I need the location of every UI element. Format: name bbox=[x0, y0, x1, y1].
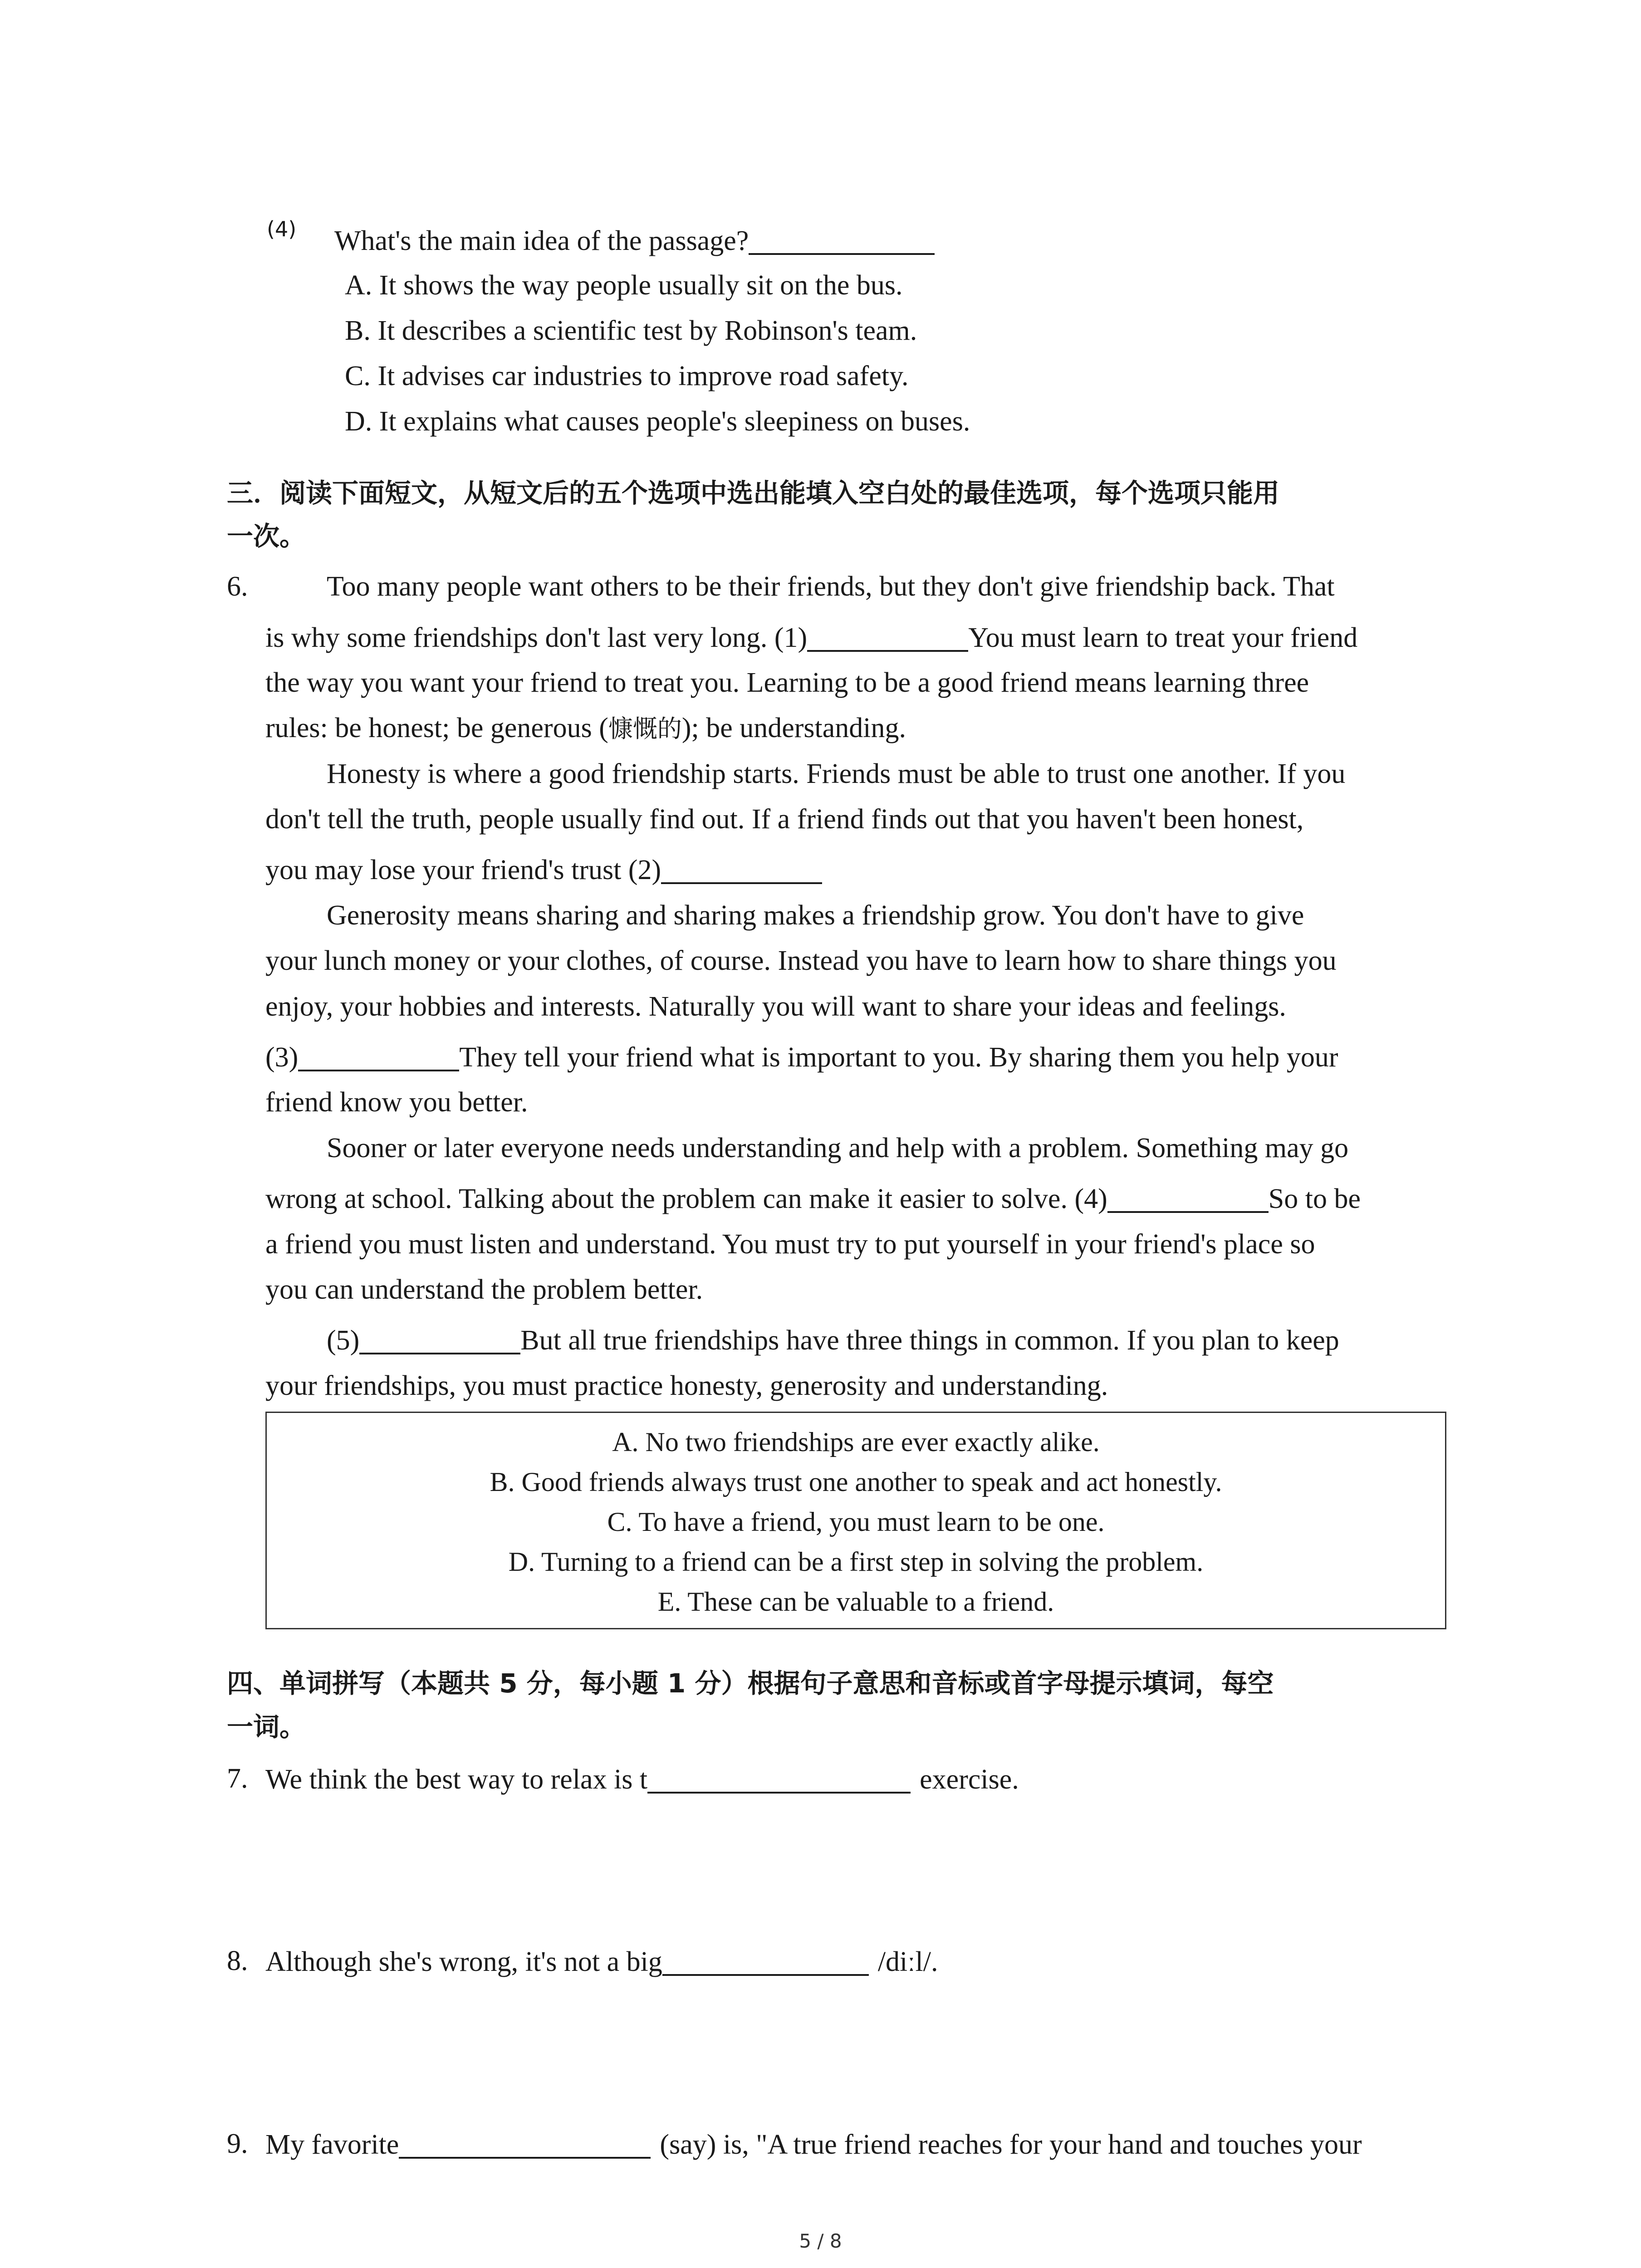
question-stem-end: /diːl/. bbox=[877, 1946, 938, 1977]
question-text bbox=[265, 1765, 1019, 1794]
answer-blank[interactable] bbox=[399, 2130, 651, 2159]
section-heading-cont: 一次。 bbox=[227, 521, 306, 552]
option-d: D. It explains what causes people's sleepiness on buses. bbox=[345, 406, 970, 437]
question-text bbox=[265, 1947, 938, 1976]
passage-gloss: 慷慨的 bbox=[608, 714, 682, 743]
answer-blank[interactable] bbox=[647, 1765, 911, 1794]
passage-text: So to be bbox=[1268, 1183, 1361, 1214]
passage-line bbox=[265, 855, 822, 884]
question-text bbox=[334, 226, 935, 255]
choice-d: D. Turning to a friend can be a first step in solving the problem. bbox=[508, 1547, 1204, 1577]
answer-blank[interactable] bbox=[749, 226, 935, 255]
question-stem: We think the best way to relax is t bbox=[265, 1764, 648, 1795]
question-stem-end: exercise. bbox=[920, 1764, 1019, 1795]
choice-e: E. These can be valuable to a friend. bbox=[657, 1587, 1054, 1617]
blank-4[interactable] bbox=[1107, 1184, 1269, 1213]
option-a: A. It shows the way people usually sit on the bus. bbox=[345, 270, 903, 301]
passage-line bbox=[265, 1184, 1361, 1213]
choice-c: C. To have a friend, you must learn to be one. bbox=[607, 1507, 1105, 1537]
passage-line: don't tell the truth, people usually find out. If a friend finds out that you haven't been honest, bbox=[265, 804, 1304, 835]
passage-line: your friendships, you must practice honesty, generosity and understanding. bbox=[265, 1370, 1108, 1401]
section-heading: 四、单词拼写（本题共 5 分，每小题 1 分）根据句子意思和音标或首字母提示填词，每空 bbox=[227, 1668, 1274, 1699]
passage-line: Generosity means sharing and sharing makes a friendship grow. You don't have to give bbox=[327, 900, 1304, 931]
passage-text: rules: be honest; be generous ( bbox=[265, 713, 608, 743]
option-c: C. It advises car industries to improve road safety. bbox=[345, 361, 909, 391]
passage-text: wrong at school. Talking about the problem can make it easier to solve. (4) bbox=[265, 1183, 1107, 1214]
option-b: B. It describes a scientific test by Robinson's team. bbox=[345, 315, 917, 346]
question-text bbox=[265, 2130, 1362, 2159]
passage-line: your lunch money or your clothes, of course. Instead you have to learn how to share things you bbox=[265, 945, 1337, 976]
question-number: 9. bbox=[227, 2128, 248, 2159]
blank-5[interactable] bbox=[359, 1325, 520, 1354]
passage-text: But all true friendships have three things in common. If you plan to keep bbox=[520, 1325, 1339, 1356]
question-stem: Although she's wrong, it's not a big bbox=[265, 1946, 662, 1977]
question-stem: My favorite bbox=[265, 2129, 399, 2160]
passage-line: Honesty is where a good friendship starts. Friends must be able to trust one another. If you bbox=[327, 758, 1346, 789]
question-number: 7. bbox=[227, 1763, 248, 1794]
section-heading: 三．阅读下面短文，从短文后的五个选项中选出能填入空白处的最佳选项，每个选项只能用 bbox=[227, 478, 1280, 508]
passage-text: They tell your friend what is important to you. By sharing them you help your bbox=[459, 1042, 1338, 1073]
passage-line bbox=[265, 623, 1357, 652]
passage-line bbox=[265, 1042, 1338, 1071]
choice-b: B. Good friends always trust one another to speak and act honestly. bbox=[490, 1467, 1222, 1497]
passage-line: the way you want your friend to treat you. Learning to be a good friend means learning three bbox=[265, 667, 1309, 698]
blank-2[interactable] bbox=[661, 855, 822, 884]
choice-a: A. No two friendships are ever exactly alike. bbox=[612, 1427, 1100, 1457]
passage-text: is why some friendships don't last very long. (1) bbox=[265, 622, 808, 653]
page-number: 5 / 8 bbox=[799, 2230, 842, 2252]
passage-line: friend know you better. bbox=[265, 1087, 528, 1118]
passage-text: ); be understanding. bbox=[681, 713, 906, 743]
passage-text: (3) bbox=[265, 1042, 299, 1073]
blank-1[interactable] bbox=[807, 623, 968, 652]
question-number: (4) bbox=[267, 217, 297, 241]
question-stem-end: (say) is, "A true friend reaches for your hand and touches your bbox=[660, 2129, 1362, 2160]
passage-line: Too many people want others to be their friends, but they don't give friendship back. That bbox=[327, 571, 1335, 602]
passage-line: a friend you must listen and understand. You must try to put yourself in your friend's place so bbox=[265, 1229, 1315, 1260]
passage-line: Sooner or later everyone needs understanding and help with a problem. Something may go bbox=[327, 1133, 1349, 1163]
passage-line: you can understand the problem better. bbox=[265, 1274, 703, 1305]
question-number: 6. bbox=[227, 571, 248, 602]
passage-line bbox=[327, 1325, 1339, 1354]
question-number: 8. bbox=[227, 1945, 248, 1976]
passage-text: you may lose your friend's trust (2) bbox=[265, 855, 661, 885]
options-box bbox=[265, 1412, 1446, 1629]
passage-text: You must learn to treat your friend bbox=[968, 622, 1358, 653]
passage-text: (5) bbox=[327, 1325, 360, 1356]
answer-blank[interactable] bbox=[662, 1947, 869, 1976]
passage-line: enjoy, your hobbies and interests. Naturally you will want to share your ideas and feelings. bbox=[265, 991, 1286, 1022]
blank-3[interactable] bbox=[298, 1042, 459, 1071]
section-heading-cont: 一词。 bbox=[227, 1711, 306, 1742]
question-stem: What's the main idea of the passage? bbox=[334, 225, 749, 256]
passage-line bbox=[265, 714, 906, 742]
